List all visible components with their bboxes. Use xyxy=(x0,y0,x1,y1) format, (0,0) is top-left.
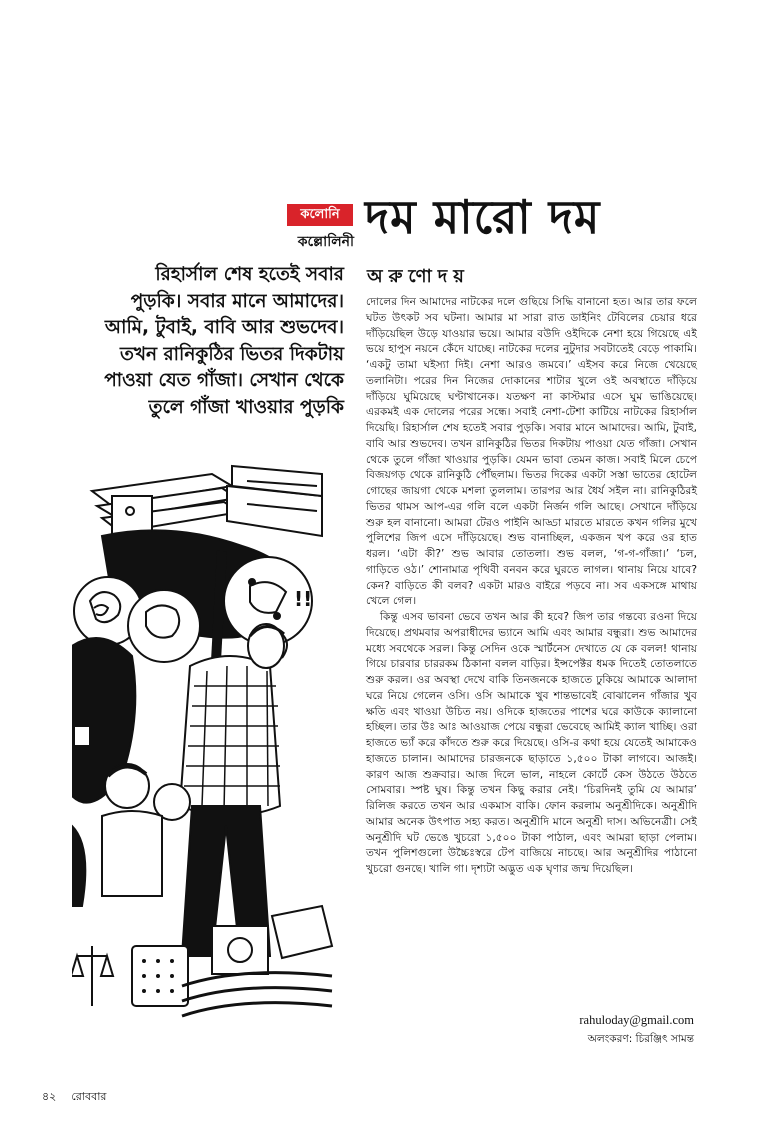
pull-quote-line: পুড়কি। সবার মানে আমাদের। xyxy=(130,290,344,312)
pull-quote-line: পাওয়া যেত গাঁজা। সেখান থেকে xyxy=(104,370,344,391)
page-number: ৪২ xyxy=(42,1090,57,1103)
page-footer xyxy=(42,1088,107,1107)
pull-quote-line: তুলে গাঁজা খাওয়ার পুড়কি xyxy=(148,396,344,418)
svg-text:!!: !! xyxy=(294,587,313,611)
body-paragraph: কিন্তু এসব ভাবনা ভেবে তখন আর কী হবে? জিপ তার গন্তব্যে রওনা দিয়ে দিয়েছে। প্রথমবার অপরাধীদের ভ্যানে আমি এবং আমার বন্ধুরা। শুভ আমাদের মধ্যে সবথেকে সরল। কিন্তু সেদিন ওকে স্মার্টনেস দেখাতে যে কে বলল! থানায় গিয়ে চারবার চাররকম ঠিকানা বলল বাড়ির। ইন্সপেক্টর ধমক দিতেই তোতলাতে শুরু করল। ওর অবস্থা দেখে বাকি তিনজনকে হাজতে ঢুকিয়ে আমাকে আলাদা ঘরে নিয়ে গেলেন ওসি। ওসি আমাকে খুব শান্তভাবেই বোঝালেন গাঁজার খুব ক্ষতি এবং খাওয়া উচিত নয়। ওদিকে হাজতের পাশের ঘরে কাউকে ক্যালানো হচ্ছিল। তার উঃ আঃ আওয়াজ পেয়ে বন্ধুরা ভেবেছে আমিই ক্যাল খাচ্ছি। ওরা হাজতে ভ্যাঁ করে কাঁদতে শুরু করে দিয়েছে। ওসি-র কথা হয়ে যেতেই আমাকেও হাজতে চালান। আমাদের চারজনকে ছাড়াতে ১,৫০০ টাকা লাগবে। আজই। কারণ আজ শুক্রবার। আজ দিলে ভাল, নাহলে কোর্টে কেস উঠতে উঠতে সোমবার। স্পষ্ট ঘুষ। কিন্তু তখন কিছু করার নেই। ‘চিরদিনই তুমি যে আমার’ রিলিজ করতে তখন আর একমাস বাকি। ফোন করলাম অনুশ্রীদিকে। অনুশ্রীদি আমার অনেক উৎপাত সহ্য করত। অনুশ্রীদি মানে অনুশ্রী দাস। অভিনেত্রী। সেই অনুশ্রীদি ঘট ভেঙে খুচরো ১,৫০০ টাকা পাঠাল, এবং আমরা ছাড়া পেলাম। তখন পুলিশগুলো উচ্চৈঃস্বরে টেপ বাজিয়ে নাচছে। আর অনুশ্রীদির পাঠানো খুচরো গুনছে। খালি গা। দৃশ্যটা অদ্ভুত এক ঘৃণার জন্ম দিয়েছিল। xyxy=(366,610,697,875)
author-email: rahuloday@gmail.com xyxy=(579,1013,694,1027)
pull-quote-line: রিহার্সাল শেষ হতেই সবার xyxy=(155,264,344,285)
article-illustration xyxy=(72,346,340,1028)
illustration-credit: অলংকরণ: চিরঞ্জিৎ সামন্ত xyxy=(587,1033,694,1045)
headline: দম মারো দম xyxy=(365,190,601,244)
article-body xyxy=(366,294,697,877)
publication-name: রোববার xyxy=(71,1090,107,1103)
pull-quote-line: আমি, টুবাই, বাবি আর শুভদেব। xyxy=(104,317,344,338)
pull-quote-line: তখন রানিকুঠির ভিতর দিকটায় xyxy=(119,343,344,365)
body-paragraph: দোলের দিন আমাদের নাটকের দলে গুছিয়ে সিদ্ধি বানানো হত। আর তার ফলে ঘটত উৎকট সব ঘটনা। আমার মা সারা রাত ডাইনিং টেবিলের চেয়ার ধরে দাঁড়িয়েছিল উড়ে যাওয়ার ভয়ে। আমার বউদি ওইদিকে নেশা হয়ে গিয়েছে এই ভয়ে হাপুস নয়নে কেঁদে যাচ্ছে। নাটকের দলের নুটুদার সবটাতেই বেড়ে পাকামি। ‘একটু তামা ঘইস্যা দিই। নেশা আরও জমবে।’ এইসব করে নিজে খেয়েছে তলানিটা। পরের দিন নিজের দোকানের শাটার খুলে ওই অবস্থাতে দাঁড়িয়ে দাঁড়িয়ে ঘুমিয়েছে ঘণ্টাখানেক। যতক্ষণ না কাস্টমার এসে ঘুম ভাঙিয়েছে। এরকমই এক দোলের পরের সন্ধে। সবাই নেশা-টেশা কাটিয়ে নাটকের রিহার্সাল দিয়েছি। রিহার্সাল শেষ হতেই সবার পুড়কি। সবার মানে আমাদের। আমি, টুবাই, বাবি আর শুভদেব। তখন রানিকুঠির ভিতর দিকটায় পাওয়া যেত গাঁজা। সেখান থেকে তুলে গাঁজা খাওয়ার পুড়কি। যেমন ভাবা তেমন কাজ। সবাই মিলে চেপে বিজয়গড় থেকে রানিকুঠি পৌঁছলাম। ভিতর দিকের একটা সস্তা ভাতের হোটেল গোছের জায়গা থেকে মশলা তুললাম। তারপর আর ধৈর্য সইল না। রানিকুঠিরই ভিতর থামস আপ-এর গলি বলে একটা নির্জন গলি আছে। সেখানে দাঁড়িয়ে শুরু হল বানানো। আমরা টেরও পাইনি আড্ডা মারতে মারতে কখন গলির মুখে পুলিশের জিপ এসে দাঁড়িয়েছে। শুভ বানাচ্ছিল, একজন খপ করে ওর হাত ধরল। ‘এটা কী?’ শুভ আবার তোতলা। শুভ বলল, ‘গ-গ-গাঁজা।’ ‘চল, গাড়িতে ওঠ।’ শোনামাত্র পৃথিবী বনবন করে ঘুরতে লাগল। থানায় নিয়ে যাবে? কেন? বাড়িতে কী বলব? একটা মারও বাইরে পড়বে না। সব একসঙ্গে মাথায় খেলে গেল। xyxy=(366,295,697,608)
column-name: কল্লোলিনী xyxy=(297,234,354,250)
author-byline: অরুণোদয় xyxy=(367,266,470,287)
column-tag: কলোনি xyxy=(287,204,353,226)
